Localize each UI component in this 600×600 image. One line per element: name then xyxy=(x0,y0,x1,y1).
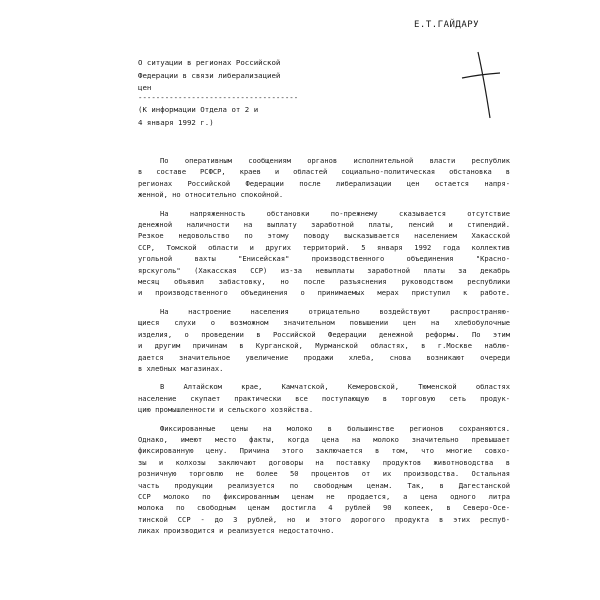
text-line: В Алтайском крае, Камчатской, Кемеровской, Тюменской областях xyxy=(160,382,510,392)
text-line: розничную торговлю не более 50 процентов от их производства. Остальная xyxy=(138,469,510,479)
paragraph xyxy=(138,208,510,299)
document-body xyxy=(138,155,510,544)
text-line: ярскуголь" (Хакасская ССР) из-за невыплаты заработной платы за декабрь xyxy=(138,265,510,275)
text-line: изделия, о проведении в Российской Федерации денежной реформы. По этим xyxy=(138,329,510,339)
text-line: фиксированную цену. Причина этого заключается в том, что многие совхо- xyxy=(138,446,510,456)
text-line: денежной наличности на выплату заработной платы, пенсий и стипендий. xyxy=(138,220,510,230)
text-line: ликах производится и реализуется недостаточно. xyxy=(138,526,335,536)
text-line: щиеся слухи о возможном значительном повышении цен на хлебобулочные xyxy=(138,318,510,328)
title-line: Федерации в связи либерализацией xyxy=(138,70,281,80)
text-line: тинской ССР - до 3 рублей, но и этого дорогого продукта в этих респуб- xyxy=(138,514,510,524)
source-line: 4 января 1992 г.) xyxy=(138,117,214,127)
text-line: угольной вахты "Енисейская" производственного объединения "Красно- xyxy=(138,254,510,264)
title-line: О ситуации в регионах Российской xyxy=(138,58,281,67)
text-line: часть продукции реализуется по свободным ценам. Так, в Дагестанской xyxy=(138,480,510,490)
pen-stroke-vertical xyxy=(478,52,490,118)
text-line: молока по свободным ценам достигла 4 рублей 90 копеек, в Северо-Осе- xyxy=(138,503,510,513)
text-line: в хлебных магазинах. xyxy=(138,363,224,373)
text-line: По оперативным сообщениям органов исполнительной власти республик xyxy=(160,156,510,165)
text-line: и другим причинам в Курганской, Мурманской областях, в г.Москве наблю- xyxy=(138,341,510,351)
text-line: дается значительное увеличение продажи хлеба, снова возникают очереди xyxy=(138,352,510,362)
text-line: в составе РСФСР, краев и областей социально-политическая обстановка в xyxy=(138,167,510,177)
addressee: Е.Т.ГАЙДАРУ xyxy=(414,20,480,30)
text-line: Фиксированные цены на молоко в большинстве регионов сохраняются. xyxy=(160,423,510,433)
paragraph xyxy=(138,306,510,374)
text-line: и производственного объединения о принимаемых мерах приступил к работе. xyxy=(138,288,510,298)
text-line: цию промышленности и сельского хозяйства. xyxy=(138,405,314,415)
text-line: На настроение населения отрицательно воздействуют распространяю- xyxy=(160,306,510,316)
title-line: цен xyxy=(138,83,152,92)
text-line: женной, но относительно спокойной. xyxy=(138,190,284,200)
text-line: регионах Российской Федерации после либерализации цен остается напря- xyxy=(138,178,510,188)
text-line: ССР молоко по фиксированным ценам не продается, а цена одного литра xyxy=(138,491,510,501)
text-line: На напряженность обстановки по-прежнему сказывается отсутствие xyxy=(160,208,510,218)
document-header xyxy=(138,57,358,129)
paragraph xyxy=(138,155,510,201)
paragraph xyxy=(138,381,510,415)
separator-line: ------------------------------------ xyxy=(138,92,299,102)
text-line: месяц объявил забастовку, но после разъяснения руководством республики xyxy=(138,277,510,287)
text-line: Резкое недовольство по этому поводу высказывается населением Хакасской xyxy=(138,231,510,241)
text-line: ССР, Томской области и других территорий. 5 января 1992 года коллектив xyxy=(138,242,510,252)
text-line: Однако, имеют место факты, когда цена на молоко значительно превышает xyxy=(138,434,510,444)
text-line: население скупает практически все поступающую в торговую сеть продук- xyxy=(138,393,510,403)
source-line: (К информации Отдела от 2 и xyxy=(138,105,259,114)
pen-stroke-horizontal xyxy=(462,73,500,78)
paragraph xyxy=(138,423,510,537)
text-line: зы и колхозы заключают договоры на поставку продуктов животноводства в xyxy=(138,457,510,467)
